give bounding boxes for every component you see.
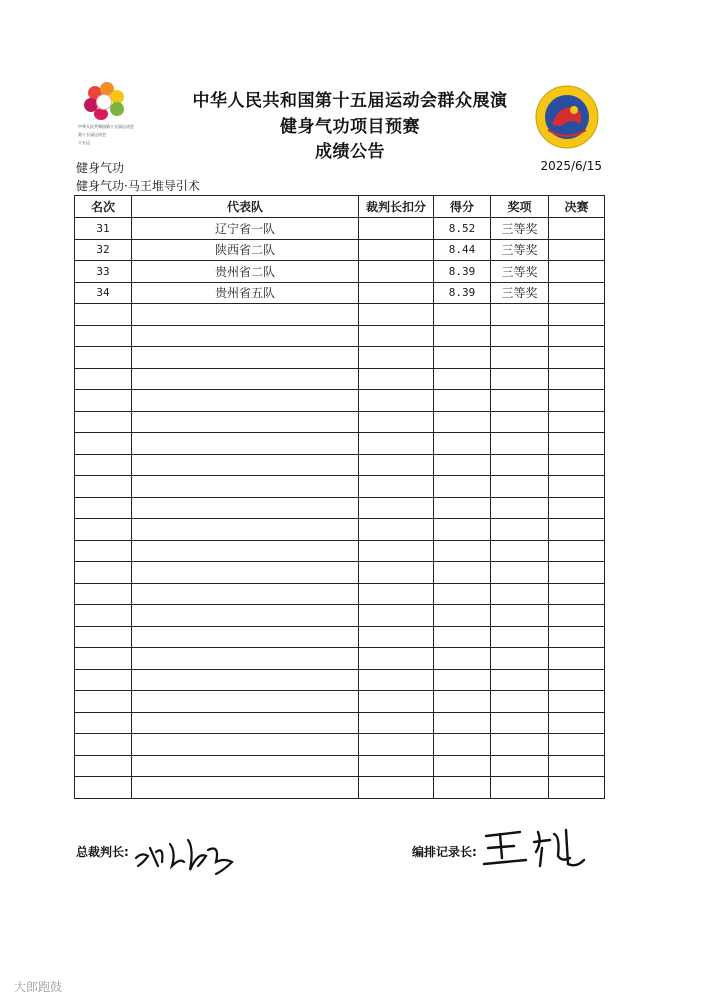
empty-cell xyxy=(434,626,491,648)
empty-cell xyxy=(132,777,359,799)
award-cell: 三等奖 xyxy=(491,261,549,283)
empty-cell xyxy=(132,648,359,670)
empty-cell xyxy=(359,626,434,648)
empty-table-row xyxy=(75,626,605,648)
empty-table-row xyxy=(75,691,605,713)
empty-cell xyxy=(491,368,549,390)
col-header-award: 奖项 xyxy=(491,196,549,218)
empty-cell xyxy=(549,304,605,326)
empty-cell xyxy=(491,476,549,498)
empty-cell xyxy=(132,454,359,476)
table-row xyxy=(75,239,605,261)
empty-cell xyxy=(434,648,491,670)
empty-table-row xyxy=(75,669,605,691)
empty-cell xyxy=(434,605,491,627)
empty-cell xyxy=(75,626,132,648)
emblem-caption: 中华人民共和国第十五届运动会 xyxy=(78,124,134,129)
empty-cell xyxy=(491,583,549,605)
award-cell: 三等奖 xyxy=(491,239,549,261)
empty-cell xyxy=(491,390,549,412)
empty-cell xyxy=(434,325,491,347)
empty-cell xyxy=(359,433,434,455)
team-cell: 贵州省五队 xyxy=(132,282,359,304)
empty-cell xyxy=(434,476,491,498)
empty-cell xyxy=(549,519,605,541)
empty-cell xyxy=(434,390,491,412)
score-cell: 8.44 xyxy=(434,239,491,261)
empty-cell xyxy=(132,691,359,713)
empty-cell xyxy=(491,433,549,455)
empty-cell xyxy=(75,562,132,584)
empty-cell xyxy=(434,562,491,584)
empty-cell xyxy=(359,325,434,347)
empty-cell xyxy=(75,454,132,476)
score-cell: 8.39 xyxy=(434,261,491,283)
empty-cell xyxy=(549,777,605,799)
empty-cell xyxy=(549,605,605,627)
empty-cell xyxy=(549,562,605,584)
empty-table-row xyxy=(75,347,605,369)
empty-cell xyxy=(359,605,434,627)
empty-cell xyxy=(434,540,491,562)
empty-cell xyxy=(549,497,605,519)
team-cell: 陕西省二队 xyxy=(132,239,359,261)
empty-cell xyxy=(549,454,605,476)
empty-cell xyxy=(359,712,434,734)
empty-cell xyxy=(491,347,549,369)
empty-cell xyxy=(75,347,132,369)
final-cell xyxy=(549,282,605,304)
empty-table-row xyxy=(75,433,605,455)
rank-cell: 33 xyxy=(75,261,132,283)
empty-cell xyxy=(359,497,434,519)
empty-table-row xyxy=(75,540,605,562)
empty-table-row xyxy=(75,454,605,476)
empty-cell xyxy=(132,368,359,390)
empty-cell xyxy=(75,691,132,713)
empty-cell xyxy=(434,454,491,476)
games-emblem-logo xyxy=(78,82,134,158)
empty-table-row xyxy=(75,411,605,433)
empty-cell xyxy=(434,691,491,713)
deduction-cell xyxy=(359,239,434,261)
empty-cell xyxy=(132,304,359,326)
team-cell: 贵州省二队 xyxy=(132,261,359,283)
empty-cell xyxy=(132,433,359,455)
empty-cell xyxy=(359,691,434,713)
empty-cell xyxy=(359,368,434,390)
empty-table-row xyxy=(75,562,605,584)
empty-cell xyxy=(491,777,549,799)
empty-cell xyxy=(491,755,549,777)
empty-cell xyxy=(434,712,491,734)
empty-cell xyxy=(359,648,434,670)
empty-cell xyxy=(75,497,132,519)
empty-table-row xyxy=(75,648,605,670)
chief-judge-label: 总裁判长: xyxy=(76,845,129,859)
empty-cell xyxy=(491,648,549,670)
empty-cell xyxy=(549,626,605,648)
empty-cell xyxy=(549,347,605,369)
empty-cell xyxy=(491,626,549,648)
empty-table-row xyxy=(75,476,605,498)
empty-cell xyxy=(132,562,359,584)
empty-cell xyxy=(434,433,491,455)
empty-cell xyxy=(549,712,605,734)
empty-cell xyxy=(132,755,359,777)
empty-table-row xyxy=(75,712,605,734)
empty-cell xyxy=(359,390,434,412)
empty-cell xyxy=(491,691,549,713)
empty-cell xyxy=(132,734,359,756)
deduction-cell xyxy=(359,282,434,304)
empty-cell xyxy=(132,669,359,691)
award-cell: 三等奖 xyxy=(491,282,549,304)
empty-cell xyxy=(359,476,434,498)
empty-table-row xyxy=(75,325,605,347)
final-cell xyxy=(549,218,605,240)
empty-cell xyxy=(359,411,434,433)
title-line-2: 健身气功项目预赛 xyxy=(280,117,420,137)
empty-cell xyxy=(75,325,132,347)
empty-cell xyxy=(434,304,491,326)
empty-cell xyxy=(75,411,132,433)
empty-cell xyxy=(132,605,359,627)
empty-cell xyxy=(434,669,491,691)
col-header-team: 代表队 xyxy=(132,196,359,218)
empty-cell xyxy=(491,605,549,627)
empty-cell xyxy=(549,691,605,713)
empty-cell xyxy=(549,411,605,433)
recorder-signature xyxy=(480,818,590,878)
empty-cell xyxy=(75,712,132,734)
table-row xyxy=(75,282,605,304)
empty-cell xyxy=(491,497,549,519)
empty-cell xyxy=(75,433,132,455)
empty-cell xyxy=(132,411,359,433)
empty-cell xyxy=(75,648,132,670)
empty-cell xyxy=(75,519,132,541)
announcement-date: 2025/6/15 xyxy=(540,159,602,173)
empty-cell xyxy=(75,390,132,412)
empty-cell xyxy=(491,411,549,433)
team-cell: 辽宁省一队 xyxy=(132,218,359,240)
col-header-rank: 名次 xyxy=(75,196,132,218)
empty-cell xyxy=(491,562,549,584)
empty-cell xyxy=(75,583,132,605)
empty-cell xyxy=(359,454,434,476)
empty-cell xyxy=(549,433,605,455)
table-row xyxy=(75,261,605,283)
empty-cell xyxy=(549,390,605,412)
empty-cell xyxy=(491,454,549,476)
empty-cell xyxy=(434,519,491,541)
empty-cell xyxy=(491,540,549,562)
empty-table-row xyxy=(75,583,605,605)
empty-cell xyxy=(359,583,434,605)
award-cell: 三等奖 xyxy=(491,218,549,240)
empty-cell xyxy=(491,519,549,541)
col-header-score: 得分 xyxy=(434,196,491,218)
col-header-deduction: 裁判长扣分 xyxy=(359,196,434,218)
empty-cell xyxy=(549,648,605,670)
title-line-3: 成绩公告 xyxy=(315,142,385,162)
event-label: 健身气功·马王堆导引术 xyxy=(76,179,200,193)
empty-cell xyxy=(359,734,434,756)
empty-cell xyxy=(359,304,434,326)
empty-cell xyxy=(132,712,359,734)
empty-cell xyxy=(75,669,132,691)
table-header-row xyxy=(75,196,605,218)
final-cell xyxy=(549,239,605,261)
rank-cell: 34 xyxy=(75,282,132,304)
empty-cell xyxy=(75,605,132,627)
rank-cell: 31 xyxy=(75,218,132,240)
empty-cell xyxy=(434,734,491,756)
empty-cell xyxy=(132,325,359,347)
empty-cell xyxy=(75,777,132,799)
empty-cell xyxy=(434,777,491,799)
recorder-label: 编排记录长: xyxy=(412,845,477,859)
empty-table-row xyxy=(75,368,605,390)
rank-cell: 32 xyxy=(75,239,132,261)
empty-cell xyxy=(359,540,434,562)
empty-cell xyxy=(549,476,605,498)
empty-cell xyxy=(549,583,605,605)
empty-table-row xyxy=(75,304,605,326)
empty-cell xyxy=(359,562,434,584)
table-row xyxy=(75,218,605,240)
empty-cell xyxy=(491,669,549,691)
empty-cell xyxy=(434,755,491,777)
deduction-cell xyxy=(359,218,434,240)
empty-table-row xyxy=(75,734,605,756)
empty-cell xyxy=(434,583,491,605)
empty-cell xyxy=(549,734,605,756)
empty-cell xyxy=(75,476,132,498)
emblem-caption: 十五运 xyxy=(78,140,90,145)
empty-cell xyxy=(75,734,132,756)
empty-cell xyxy=(549,755,605,777)
empty-cell xyxy=(132,497,359,519)
empty-cell xyxy=(549,368,605,390)
final-cell xyxy=(549,261,605,283)
col-header-final: 决赛 xyxy=(549,196,605,218)
empty-table-row xyxy=(75,390,605,412)
empty-cell xyxy=(491,325,549,347)
score-cell: 8.52 xyxy=(434,218,491,240)
empty-cell xyxy=(434,347,491,369)
empty-cell xyxy=(132,519,359,541)
empty-cell xyxy=(359,519,434,541)
watermark-text: 大郎跑鼓 xyxy=(14,980,63,994)
empty-cell xyxy=(434,368,491,390)
empty-cell xyxy=(75,755,132,777)
empty-cell xyxy=(359,777,434,799)
results-table xyxy=(74,195,605,799)
empty-table-row xyxy=(75,519,605,541)
empty-table-row xyxy=(75,605,605,627)
empty-cell xyxy=(434,411,491,433)
chief-judge-signature xyxy=(128,822,248,882)
score-cell: 8.39 xyxy=(434,282,491,304)
empty-table-row xyxy=(75,777,605,799)
empty-table-row xyxy=(75,497,605,519)
empty-cell xyxy=(359,347,434,369)
empty-cell xyxy=(75,304,132,326)
empty-cell xyxy=(549,325,605,347)
title-line-1: 中华人民共和国第十五届运动会群众展演 xyxy=(192,91,508,111)
empty-cell xyxy=(491,712,549,734)
empty-cell xyxy=(359,755,434,777)
empty-cell xyxy=(132,540,359,562)
empty-cell xyxy=(132,476,359,498)
empty-cell xyxy=(434,497,491,519)
category-label: 健身气功 xyxy=(76,161,125,175)
deduction-cell xyxy=(359,261,434,283)
empty-cell xyxy=(75,368,132,390)
empty-cell xyxy=(359,669,434,691)
empty-cell xyxy=(132,390,359,412)
empty-cell xyxy=(75,540,132,562)
empty-table-row xyxy=(75,755,605,777)
empty-cell xyxy=(549,540,605,562)
empty-cell xyxy=(132,347,359,369)
empty-cell xyxy=(132,583,359,605)
empty-cell xyxy=(491,734,549,756)
emblem-caption: 第十五届运动会 xyxy=(78,132,106,137)
empty-cell xyxy=(132,626,359,648)
empty-cell xyxy=(549,669,605,691)
empty-cell xyxy=(491,304,549,326)
